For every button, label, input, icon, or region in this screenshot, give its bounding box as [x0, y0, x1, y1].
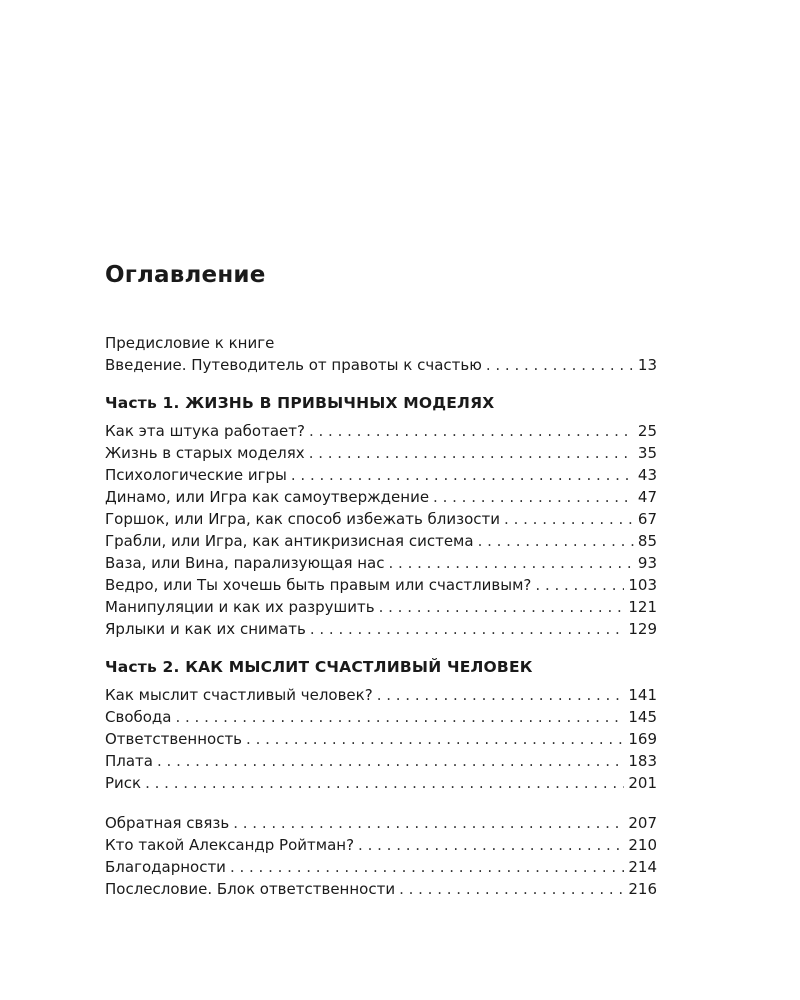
- toc-sections: [105, 332, 657, 900]
- toc-entry-label: Предисловие к книге: [105, 334, 275, 352]
- toc-entry-page: 25: [637, 422, 657, 440]
- toc-entry-label: Ярлыки и как их снимать: [105, 620, 306, 638]
- toc-entry-label: Плата: [105, 752, 153, 770]
- toc-entry-label: Послесловие. Блок ответственности: [105, 880, 396, 898]
- toc-entry-label: Введение. Путеводитель от правоты к счастью: [105, 356, 482, 374]
- toc-entry-label: Жизнь в старых моделях: [105, 444, 305, 462]
- toc-entry-label: Риск: [105, 774, 142, 792]
- table-of-contents: [105, 262, 657, 918]
- toc-entry[interactable]: [105, 574, 657, 596]
- dot-leader: [379, 596, 625, 618]
- toc-entry-page: 93: [637, 554, 657, 572]
- toc-entry-label: Ответственность: [105, 730, 243, 748]
- toc-entry[interactable]: [105, 618, 657, 640]
- dot-leader: [309, 420, 634, 442]
- toc-entry-label: Грабли, или Игра, как антикризисная система: [105, 532, 474, 550]
- dot-leader: [504, 508, 634, 530]
- toc-entry-page: 67: [637, 510, 657, 528]
- dot-leader: [535, 574, 624, 596]
- dot-leader: [175, 706, 624, 728]
- toc-entry-page: 207: [628, 814, 657, 832]
- toc-entry[interactable]: [105, 812, 657, 834]
- part-title: Часть 2. КАК МЫСЛИТ СЧАСТЛИВЫЙ ЧЕЛОВЕК: [105, 658, 533, 676]
- dot-leader: [399, 878, 624, 900]
- toc-entry-page: 216: [628, 880, 657, 898]
- dot-leader: [358, 834, 624, 856]
- toc-entry[interactable]: [105, 728, 657, 750]
- toc-entry-page: 103: [628, 576, 657, 594]
- dot-leader: [433, 486, 634, 508]
- dot-leader: [377, 684, 625, 706]
- toc-section: [105, 812, 657, 900]
- toc-entry-page: 210: [628, 836, 657, 854]
- dot-leader: [157, 750, 624, 772]
- toc-section: [105, 332, 657, 376]
- toc-entry-page: 47: [637, 488, 657, 506]
- toc-entry-page: 35: [637, 444, 657, 462]
- toc-section: [105, 394, 657, 640]
- toc-entry[interactable]: [105, 486, 657, 508]
- toc-entry-label: Благодарности: [105, 858, 226, 876]
- toc-entry-page: 141: [628, 686, 657, 704]
- toc-entry[interactable]: [105, 750, 657, 772]
- toc-entry[interactable]: [105, 508, 657, 530]
- toc-entry-page: 121: [628, 598, 657, 616]
- toc-entry-page: 43: [637, 466, 657, 484]
- toc-entry[interactable]: [105, 856, 657, 878]
- toc-entry-label: Горшок, или Игра, как способ избежать близости: [105, 510, 501, 528]
- dot-leader: [233, 812, 624, 834]
- toc-entry-page: 183: [628, 752, 657, 770]
- toc-entry-label: Ведро, или Ты хочешь быть правым или счастливым?: [105, 576, 532, 594]
- toc-entry[interactable]: [105, 332, 657, 354]
- toc-entry[interactable]: [105, 420, 657, 442]
- toc-entry[interactable]: [105, 706, 657, 728]
- toc-entry[interactable]: [105, 684, 657, 706]
- toc-entry[interactable]: [105, 464, 657, 486]
- toc-entry-label: Психологические игры: [105, 466, 287, 484]
- toc-entry-page: 201: [628, 774, 657, 792]
- toc-entry-label: Как эта штука работает?: [105, 422, 305, 440]
- toc-entry[interactable]: [105, 596, 657, 618]
- dot-leader: [145, 772, 624, 794]
- toc-entry[interactable]: [105, 552, 657, 574]
- dot-leader: [309, 442, 634, 464]
- toc-entry-page: 129: [628, 620, 657, 638]
- dot-leader: [230, 856, 624, 878]
- toc-entry-label: Манипуляции и как их разрушить: [105, 598, 375, 616]
- toc-entry-page: 214: [628, 858, 657, 876]
- toc-entry-label: Кто такой Александр Ройтман?: [105, 836, 355, 854]
- toc-entry-page: 85: [637, 532, 657, 550]
- dot-leader: [486, 354, 634, 376]
- toc-entry-page: 169: [628, 730, 657, 748]
- part-title: Часть 1. ЖИЗНЬ В ПРИВЫЧНЫХ МОДЕЛЯХ: [105, 394, 495, 412]
- toc-title: Оглавление: [105, 262, 266, 288]
- toc-entry-page: 13: [637, 356, 657, 374]
- dot-leader: [478, 530, 634, 552]
- dot-leader: [389, 552, 634, 574]
- dot-leader: [291, 464, 634, 486]
- toc-entry-label: Свобода: [105, 708, 172, 726]
- toc-entry[interactable]: [105, 530, 657, 552]
- toc-entry[interactable]: [105, 834, 657, 856]
- dot-leader: [310, 618, 625, 640]
- toc-entry-label: Динамо, или Игра как самоутверждение: [105, 488, 430, 506]
- toc-entry[interactable]: [105, 772, 657, 794]
- toc-entry-label: Обратная связь: [105, 814, 230, 832]
- toc-entry[interactable]: [105, 878, 657, 900]
- toc-entry-page: 145: [628, 708, 657, 726]
- toc-entry[interactable]: [105, 354, 657, 376]
- toc-entry[interactable]: [105, 442, 657, 464]
- toc-entry-label: Как мыслит счастливый человек?: [105, 686, 373, 704]
- dot-leader: [246, 728, 624, 750]
- toc-section: [105, 658, 657, 794]
- toc-entry-label: Ваза, или Вина, парализующая нас: [105, 554, 385, 572]
